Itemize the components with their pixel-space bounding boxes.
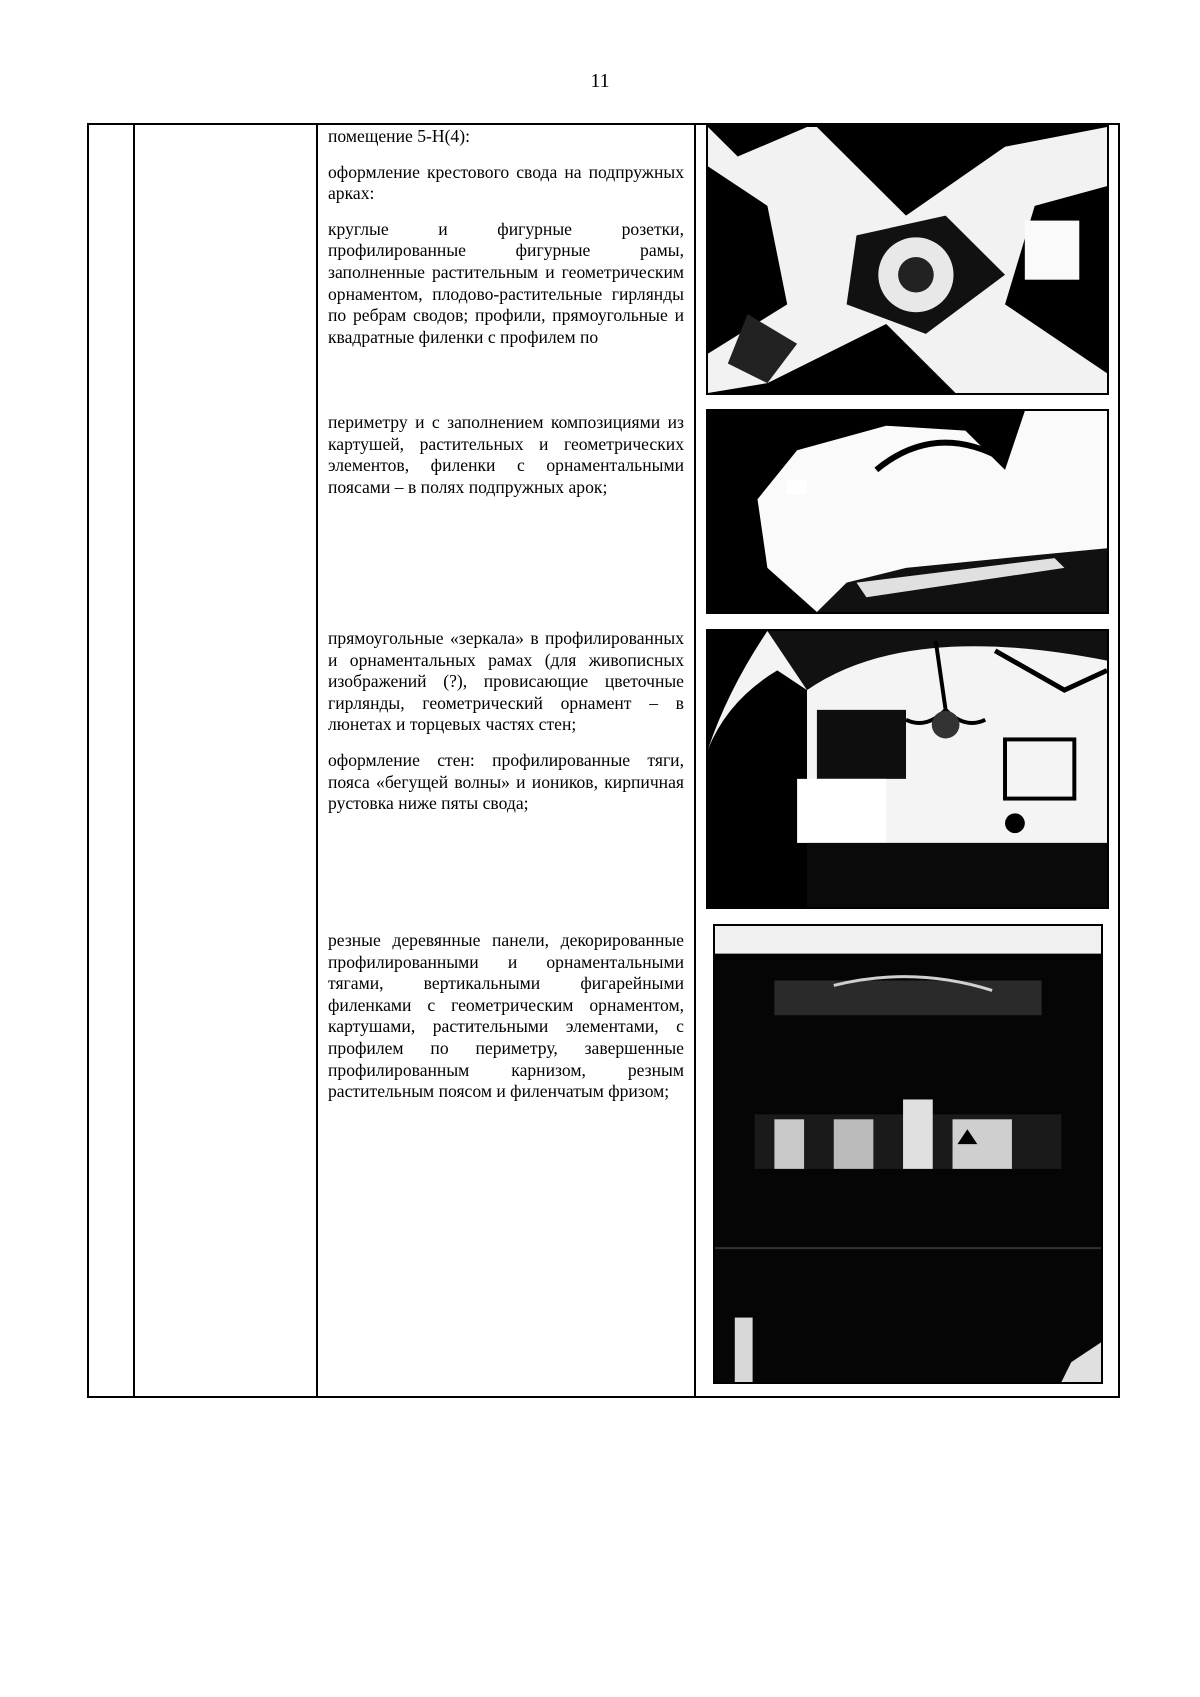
paragraph: прямоугольные «зеркала» в профилированных и орнаментальных рамах (для живописных изображений (?), провисающие цветочные гирлянды, геометрический орнамент – в люнетах и торцевых частях стен; <box>328 628 684 735</box>
column-divider-3 <box>694 123 696 1398</box>
column-divider-2 <box>316 123 318 1398</box>
description-block-3 <box>328 628 684 829</box>
paragraph: круглые и фигурные розетки, профилированные фигурные рамы, заполненные растительным и геометрическим орнаментом, плодово-растительные гирлянды по ребрам сводов; профили, прямоугольные и квадратные филенки с профилем по <box>328 218 684 347</box>
description-block-1 <box>328 126 684 362</box>
lunette-photo <box>706 629 1109 909</box>
paragraph: периметру и с заполнением композициями из картушей, растительных и геометрических элементов, филенки с орнаментальными поясами – в полях подпружных арок; <box>328 412 684 497</box>
paragraph: оформление крестового свода на подпружных арках: <box>328 161 684 204</box>
vault-photo-1 <box>706 125 1109 395</box>
column-divider-1 <box>133 123 135 1398</box>
paragraph: помещение 5-Н(4): <box>328 126 470 146</box>
wood-panels-photo <box>713 924 1103 1384</box>
description-block-4 <box>328 930 684 1117</box>
paragraph: резные деревянные панели, декорированные профилированными и орнаментальными тягами, вертикальными фигарейными филенками с геометрическим орнаментом, картушами, растительными элементами, с профилем по периметру, завершенные профилированным карнизом, резным растительным поясом и филенчатым фризом; <box>328 930 684 1102</box>
paragraph: оформление стен: профилированные тяги, пояса «бегущей волны» и иоников, кирпичная рустовка ниже пяты свода; <box>328 749 684 814</box>
page-number: 11 <box>590 70 610 92</box>
vault-photo-2 <box>706 409 1109 614</box>
description-block-2 <box>328 412 684 512</box>
